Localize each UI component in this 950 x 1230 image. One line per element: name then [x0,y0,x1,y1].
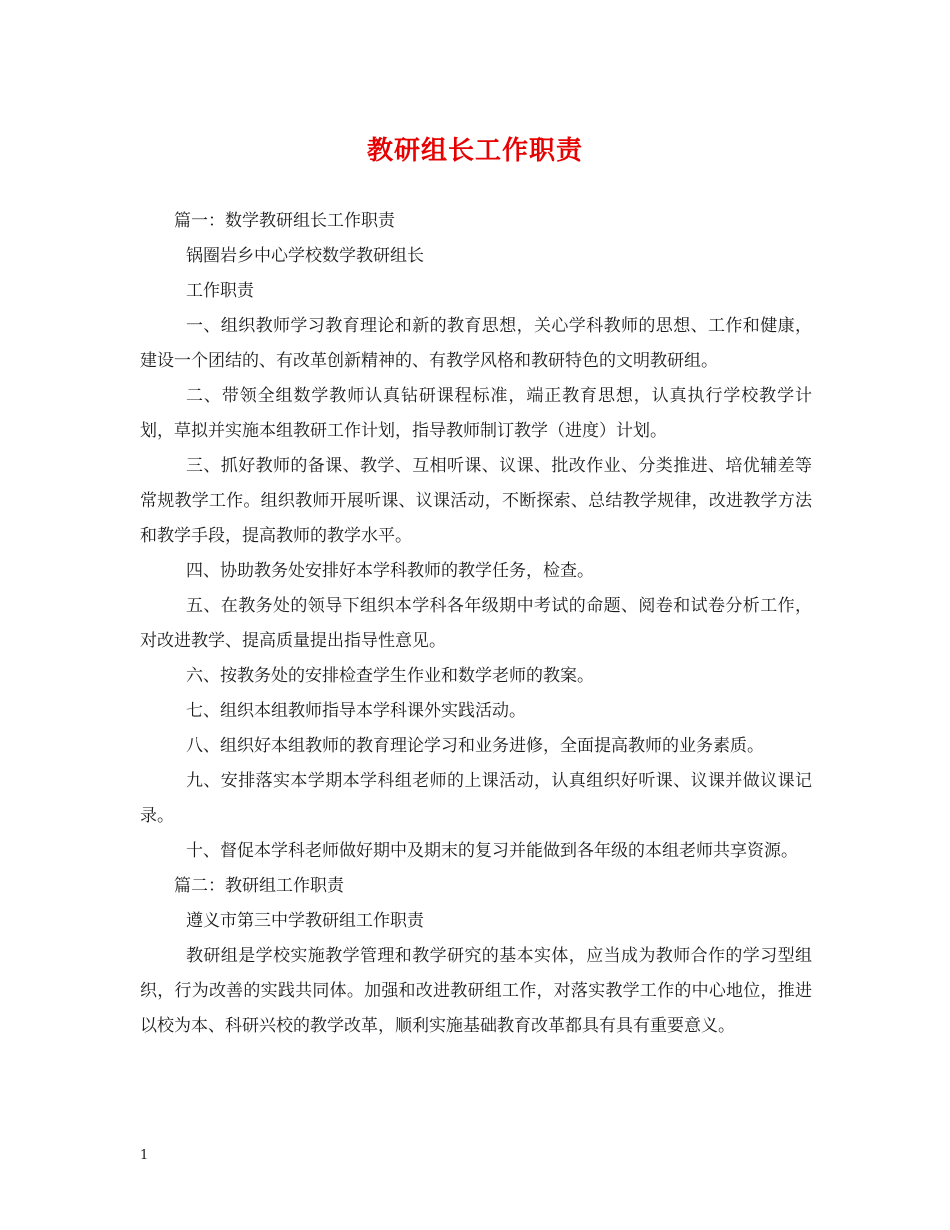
document-body [140,204,812,1044]
section2-intro: 教研组是学校实施教学管理和教学研究的基本实体，应当成为教师合作的学习型组织，行为改善的实践共同体。加强和改进教研组工作，对落实教学工作的中心地位，推进以校为本、科研兴校的教学改革，顺利实施基础教育改革都具有具有重要意义。 [140,946,812,1036]
duty-item-6: 六、按教务处的安排检查学生作业和数学老师的教案。 [186,666,594,686]
section1-subtitle: 锅圈岩乡中心学校数学教研组长 [186,246,424,266]
section2-subtitle: 遵义市第三中学教研组工作职责 [186,911,424,931]
section1-subheading: 工作职责 [186,281,254,301]
duty-item-4: 四、协助教务处安排好本学科教师的教学任务，检查。 [186,561,594,581]
section1-heading: 篇一：数学教研组长工作职责 [174,211,395,231]
duty-item-9: 九、安排落实本学期本学科组老师的上课活动，认真组织好听课、议课并做议课记录。 [140,771,812,826]
duty-item-8: 八、组织好本组教师的教育理论学习和业务进修，全面提高教师的业务素质。 [186,736,764,756]
duty-item-2: 二、带领全组数学教师认真钻研课程标准，端正教育思想，认真执行学校教学计划，草拟并实施本组教研工作计划，指导教师制订教学（进度）计划。 [140,386,812,441]
duty-item-5: 五、在教务处的领导下组织本学科各年级期中考试的命题、阅卷和试卷分析工作，对改进教学、提高质量提出指导性意见。 [140,596,812,651]
document-title: 教研组长工作职责 [366,136,583,166]
duty-item-1: 一、组织教师学习教育理论和新的教育思想，关心学科教师的思想、工作和健康，建设一个团结的、有改革创新精神的、有教学风格和教研特色的文明教研组。 [140,316,812,371]
page-number: 1 [140,1148,149,1163]
duty-item-10: 十、督促本学科老师做好期中及期末的复习并能做到各年级的本组老师共享资源。 [186,841,798,861]
section2-heading: 篇二：教研组工作职责 [174,876,344,896]
duty-item-3: 三、抓好教师的备课、教学、互相听课、议课、批改作业、分类推进、培优辅差等常规教学工作。组织教师开展听课、议课活动，不断探索、总结教学规律，改进教学方法和教学手段，提高教师的教学水平。 [140,456,812,546]
duty-item-7: 七、组织本组教师指导本学科课外实践活动。 [186,701,526,721]
